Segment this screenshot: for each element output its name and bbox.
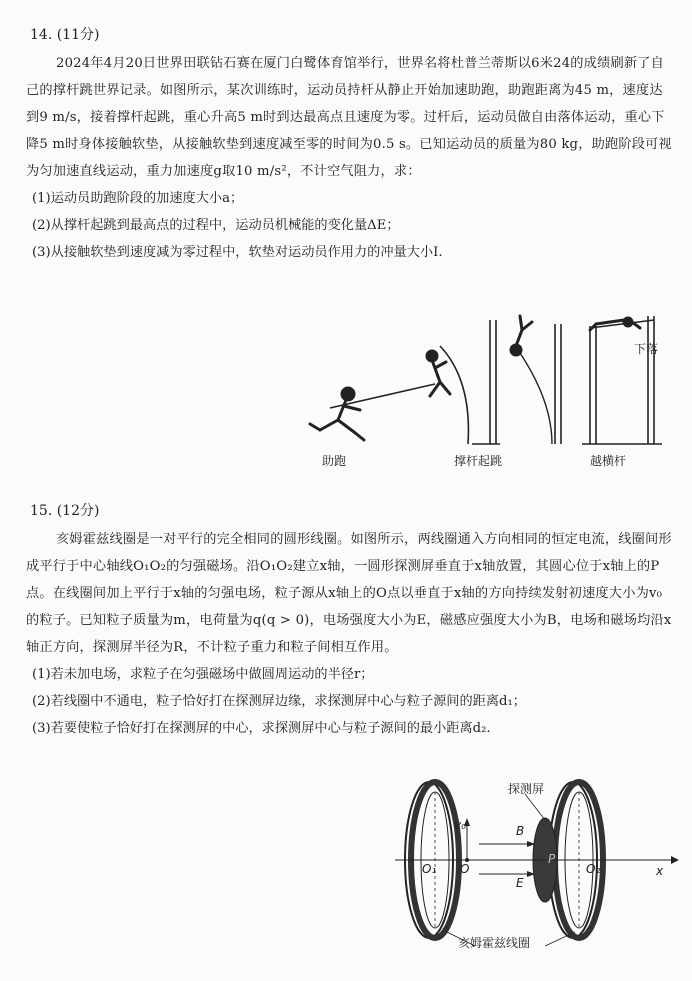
question-15-sub2: (2)若线圈中不通电，粒子恰好打在探测屏边缘，求探测屏中心与粒子源间的距离d₁； — [32, 694, 526, 709]
question-14 — [26, 24, 674, 266]
label-o1: O₁ — [422, 862, 437, 876]
label-jump: 撑杆起跳 — [454, 454, 503, 468]
label-over: 越横杆 — [590, 454, 627, 468]
question-15-sub3: (3)若要使粒子恰好打在探测屏的中心，求探测屏中心与粒子源间的最小距离d₂. — [32, 721, 491, 736]
runner-figure — [310, 388, 364, 440]
question-14-header: 14. (11分) — [30, 27, 100, 43]
label-screen: 探测屏 — [508, 782, 545, 796]
label-e: E — [516, 876, 524, 890]
helmholtz-figure — [395, 770, 685, 970]
question-15-header: 15. (12分) — [30, 503, 100, 519]
bar-jumper — [590, 318, 640, 330]
label-x: x — [656, 864, 664, 878]
inverted-jumper — [511, 316, 532, 355]
question-14-sub1: (1)运动员助跑阶段的加速度大小a； — [32, 191, 244, 206]
label-p: P — [548, 852, 556, 866]
label-o: O — [460, 862, 470, 876]
pole-vault-figure — [290, 310, 690, 470]
question-14-sub2: (2)从撑杆起跳到最高点的过程中，运动员机械能的变化量ΔE； — [32, 218, 400, 233]
question-15-sub1: (1)若未加电场，求粒子在匀强磁场中做圆周运动的半径r； — [32, 667, 374, 682]
pole-arc — [518, 350, 552, 444]
vault-standards — [472, 316, 662, 444]
x-axis-arrow — [671, 856, 679, 864]
question-14-sub3: (3)从接触软垫到速度减为零过程中，软垫对运动员作用力的冲量大小I. — [32, 245, 443, 260]
screen-leader — [525, 794, 545, 820]
question-15-paragraph: 亥姆霍兹线圈是一对平行的完全相同的圆形线圈。如图所示，两线圈通入方向相同的恒定电流，线圈间形成平行于中心轴线O₁O₂的匀强磁场。沿O₁O₂建立x轴，一圆形探测屏垂直于x轴放置，其圆心位于x轴上的P点。在线圈间加上平行于x轴的匀强电场，粒子源从x轴上的O点以垂直于x轴的方向持续发射初速度大小为v₀的粒子。已知粒子质量为m，电荷量为q(q > 0)，电场强度大小为E，磁感应强度大小为B，电场和磁场均沿x轴正方向，探测屏半径为R，不计粒子重力和粒子间相互作用。 — [26, 532, 672, 655]
bent-pole — [440, 346, 468, 444]
question-15 — [26, 500, 674, 742]
label-coil: 亥姆霍兹线圈 — [458, 936, 531, 950]
label-o2: O₂ — [586, 862, 601, 876]
coil-leader-right — [545, 932, 575, 946]
question-14-paragraph: 2024年4月20日世界田联钻石赛在厦门白鹭体育馆举行，世界名将杜普兰蒂斯以6米24的成绩刷新了自己的撑杆跳世界记录。如图所示，某次训练时，运动员持杆从静止开始加速助跑，助跑距离为45 m，速度达到9 m/s，接着撑杆起跳，重心升高5 m时到达最高点且速度为零。过杆后，运动员做自由落体运动，重心下降5 m时身体接触软垫，从接触软垫到速度减至零的时间为0.5 s。已知运动员的质量为80 kg，助跑阶段可视为匀加速直线运动，重力加速度g取10 m/s²，不计空气阻力，求： — [26, 56, 672, 179]
label-run: 助跑 — [322, 454, 347, 468]
label-b: B — [516, 824, 525, 838]
jumper-figure — [427, 351, 450, 396]
label-v0: v₀ — [454, 818, 466, 832]
label-fall: 下落 — [634, 342, 659, 356]
